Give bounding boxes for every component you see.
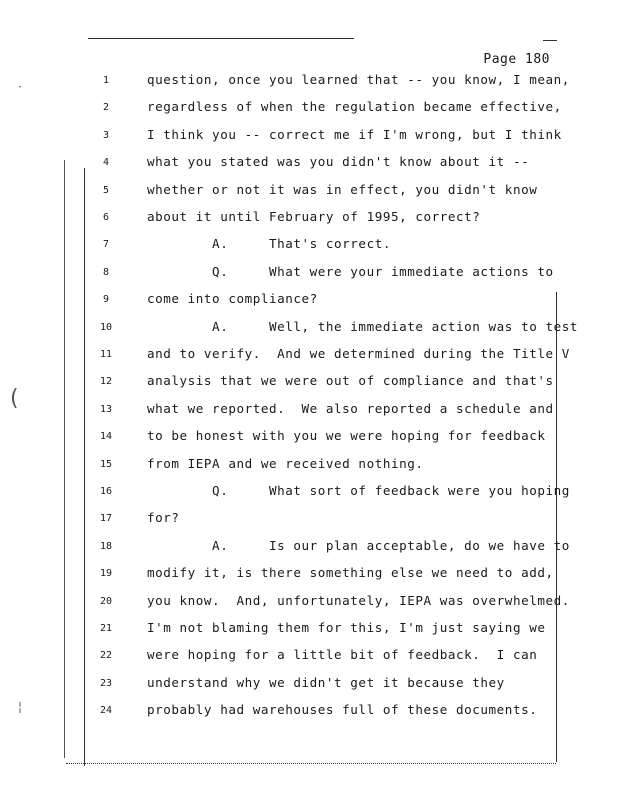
transcript-line [0,72,618,98]
line-number: 24 [99,705,113,717]
line-text: analysis that we were out of compliance and that's [147,373,554,389]
line-text: were hoping for a little bit of feedback. I can [147,647,538,663]
line-text: modify it, is there something else we need to add, [147,565,554,581]
line-number: 6 [102,212,110,223]
top-right-tick [543,40,557,41]
line-text: I'm not blaming them for this, I'm just saying we [147,620,546,635]
transcript-line [0,291,618,317]
transcript-line [0,264,618,290]
line-number: 7 [102,239,110,251]
line-text: about it until February of 1995, correct? [147,209,481,224]
line-number: 10 [99,321,113,333]
line-number: 16 [99,486,113,497]
line-text: for? [147,510,180,526]
transcript-line [0,456,618,482]
line-number: 8 [102,266,110,278]
line-text: to be honest with you we were hoping for feedback [147,428,546,444]
line-number: 4 [102,157,110,169]
line-number: 22 [99,650,113,662]
transcript-line [0,154,618,180]
line-text: from IEPA and we received nothing. [147,455,424,471]
top-rule [88,38,354,39]
line-text: and to verify. And we determined during the Title V [147,346,570,361]
transcript-line [0,428,618,454]
line-number: 18 [99,540,113,552]
transcript-line [0,565,618,591]
line-text: what we reported. We also reported a schedule and [147,400,554,416]
transcript-line [0,510,618,536]
transcript-line [0,236,618,262]
line-number: 17 [99,513,113,525]
line-text: probably had warehouses full of these documents. [147,702,538,718]
line-text: what you stated was you didn't know about it -- [147,154,530,170]
transcript-line [0,127,618,153]
line-text: A. Well, the immediate action was to test [147,318,578,334]
line-text: A. Is our plan acceptable, do we have to [147,537,570,553]
line-text: A. That's correct. [147,236,391,252]
line-number: 1 [102,75,110,86]
bottom-edge [66,763,556,764]
line-number: 20 [99,595,113,607]
line-text: question, once you learned that -- you know, I mean, [147,72,570,87]
line-number: 19 [99,568,113,580]
line-number: 12 [99,376,113,388]
line-text: I think you -- correct me if I'm wrong, but I think [147,126,562,142]
transcript-line [0,319,618,345]
line-number: 2 [102,102,110,114]
transcript-line [0,182,618,208]
line-text: Q. What were your immediate actions to [147,263,554,279]
transcript-line [0,373,618,399]
line-number: 5 [102,184,110,196]
scan-artifact: ¦ [18,700,23,714]
transcript-line [0,483,618,509]
line-text: whether or not it was in effect, you didn't know [147,181,538,197]
transcript-line [0,99,618,125]
line-number: 11 [99,349,113,360]
line-number: 15 [99,458,113,470]
line-number: 9 [102,294,110,306]
line-number: 21 [99,623,113,634]
transcript-line [0,209,618,235]
scan-artifact: · [18,80,22,94]
transcript-line [0,346,618,372]
line-text: Q. What sort of feedback were you hoping [147,483,570,498]
binding-mark: ( [10,386,19,411]
line-text: you know. And, unfortunately, IEPA was overwhelmed. [147,592,570,608]
transcript-line [0,538,618,564]
page-number: Page 180 [483,52,550,67]
line-number: 23 [99,677,113,689]
transcript-line [0,593,618,619]
line-text: understand why we didn't get it because they [147,674,505,690]
line-number: 13 [99,403,113,415]
line-text: regardless of when the regulation became effective, [147,99,562,115]
transcript-line [0,401,618,427]
line-number: 14 [99,431,113,443]
transcript-line [0,647,618,673]
line-text: come into compliance? [147,291,318,307]
line-number: 3 [102,129,110,141]
transcript-line [0,675,618,701]
transcript-line [0,620,618,646]
transcript-line [0,702,618,728]
